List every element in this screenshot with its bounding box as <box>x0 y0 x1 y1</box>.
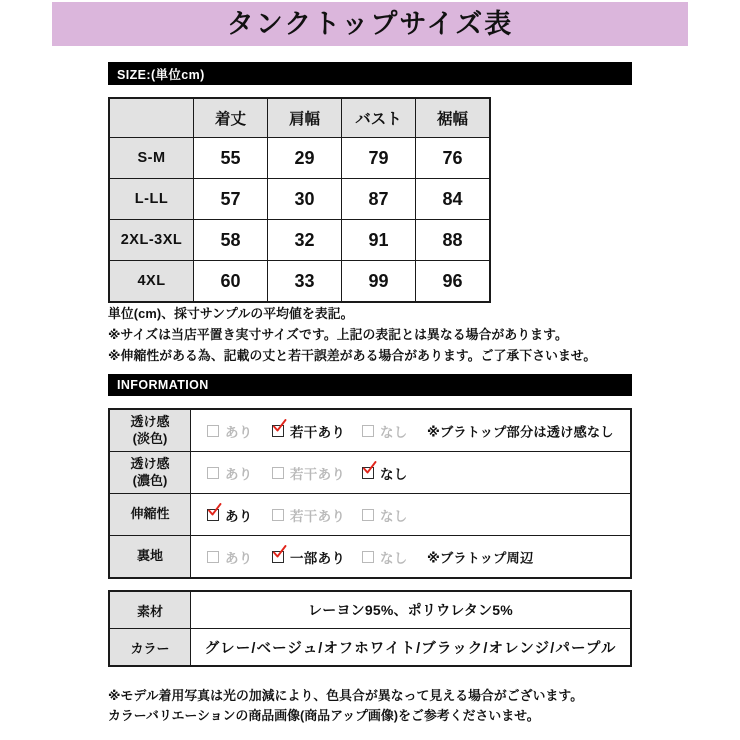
info-label-line-1: 伸縮性 <box>130 506 170 522</box>
size-cell-hem: 76 <box>416 138 491 179</box>
checkbox-icon <box>207 509 219 521</box>
size-cell-length: 60 <box>194 261 268 303</box>
size-cell-shoulder: 33 <box>268 261 342 303</box>
size-row-label: 2XL-3XL <box>109 220 194 261</box>
info-label-line-1: 透け感 <box>130 455 170 471</box>
table-row <box>109 138 490 179</box>
information-table <box>108 408 632 579</box>
table-row <box>109 494 631 536</box>
size-cell-shoulder: 29 <box>268 138 342 179</box>
info-row-note: ※ブラトップ周辺 <box>427 550 534 565</box>
checkbox-label: あり <box>225 550 253 566</box>
size-cell-bust: 91 <box>342 220 416 261</box>
checkbox-option-2[interactable] <box>272 421 345 441</box>
checkbox-icon <box>362 425 374 437</box>
size-notes <box>108 304 648 367</box>
material-value: レーヨン95%、ポリウレタン5% <box>191 591 632 629</box>
size-cell-length: 55 <box>194 138 268 179</box>
checkbox-label: 若干あり <box>290 508 346 524</box>
checkmark-icon <box>207 503 222 518</box>
checkbox-label: あり <box>225 424 253 440</box>
size-cell-bust: 87 <box>342 179 416 220</box>
info-row-label-stretch <box>109 494 191 536</box>
table-row <box>109 629 631 667</box>
size-table-col-blank <box>109 98 194 138</box>
info-row-options-lining <box>191 536 632 579</box>
checkbox-icon <box>272 425 284 437</box>
checkbox-option-1[interactable] <box>207 547 253 567</box>
size-cell-hem: 88 <box>416 220 491 261</box>
checkbox-label: あり <box>225 508 253 524</box>
checkbox-option-3[interactable] <box>362 547 408 567</box>
checkbox-option-1[interactable] <box>207 505 253 525</box>
info-label-line-1: 透け感 <box>130 413 170 429</box>
info-row-options-sheerness-dark <box>191 452 632 494</box>
checkbox-option-3[interactable] <box>362 505 408 525</box>
checkbox-label: 一部あり <box>290 550 346 566</box>
color-value: グレー/ベージュ/オフホワイト/ブラック/オレンジ/パープル <box>191 629 632 667</box>
color-label: カラー <box>109 629 191 667</box>
table-row <box>109 591 631 629</box>
footer-note-line-2: カラーバリエーションの商品画像(商品アップ画像)をご参考くださいませ。 <box>108 708 540 724</box>
checkbox-icon <box>207 467 219 479</box>
material-label: 素材 <box>109 591 191 629</box>
info-row-label-lining <box>109 536 191 579</box>
checkmark-icon <box>362 461 377 476</box>
info-label-line-1: 裏地 <box>136 548 163 564</box>
size-table <box>108 97 491 303</box>
checkbox-label: なし <box>380 550 408 566</box>
size-cell-bust: 79 <box>342 138 416 179</box>
footer-note-line-1: ※モデル着用写真は光の加減により、色具合が異なって見える場合がございます。 <box>108 688 584 703</box>
checkbox-label: なし <box>380 466 408 482</box>
table-row <box>109 536 631 579</box>
checkbox-option-2[interactable] <box>272 547 345 567</box>
info-row-label-sheerness-dark <box>109 452 191 494</box>
checkbox-icon <box>362 509 374 521</box>
checkbox-label: なし <box>380 508 408 524</box>
checkbox-label: 若干あり <box>290 424 346 440</box>
info-row-label-sheerness-light <box>109 409 191 452</box>
checkbox-option-3[interactable] <box>362 463 408 483</box>
size-table-col-length: 着丈 <box>194 98 268 138</box>
size-row-label: 4XL <box>109 261 194 303</box>
size-cell-length: 57 <box>194 179 268 220</box>
checkbox-icon <box>272 467 284 479</box>
checkbox-label: 若干あり <box>290 466 346 482</box>
table-row <box>109 452 631 494</box>
checkbox-icon <box>272 509 284 521</box>
checkbox-icon <box>272 551 284 563</box>
size-table-col-shoulder: 肩幅 <box>268 98 342 138</box>
info-label-line-2: (淡色) <box>132 430 168 446</box>
checkmark-icon <box>272 419 287 434</box>
checkbox-icon <box>207 425 219 437</box>
title-banner <box>52 2 688 46</box>
size-cell-shoulder: 32 <box>268 220 342 261</box>
checkbox-icon <box>362 467 374 479</box>
information-section-bar <box>108 374 632 396</box>
info-row-options-sheerness-light <box>191 409 632 452</box>
size-section-bar-label: SIZE:(単位cm) <box>117 67 205 82</box>
size-note-line-2: ※サイズは当店平置き実寸サイズです。上記の表記とは異なる場合があります。 <box>108 326 568 342</box>
checkbox-label: なし <box>380 424 408 440</box>
size-note-line-3: ※伸縮性がある為、記載の丈と若干誤差がある場合があります。ご了承下さいませ。 <box>108 347 597 363</box>
info-label-line-2: (濃色) <box>132 472 168 488</box>
size-cell-hem: 96 <box>416 261 491 303</box>
size-table-header-row <box>109 98 490 138</box>
checkbox-option-3[interactable] <box>362 421 408 441</box>
checkbox-option-1[interactable] <box>207 421 253 441</box>
size-note-line-1: 単位(cm)、採寸サンプルの平均値を表記。 <box>108 306 354 321</box>
size-cell-hem: 84 <box>416 179 491 220</box>
checkbox-option-2[interactable] <box>272 463 345 483</box>
page-title: タンクトップサイズ表 <box>226 9 514 39</box>
table-row <box>109 409 631 452</box>
size-section-bar <box>108 62 632 85</box>
size-cell-shoulder: 30 <box>268 179 342 220</box>
checkbox-label: あり <box>225 466 253 482</box>
info-row-note: ※ブラトップ部分は透け感なし <box>427 424 614 439</box>
table-row <box>109 220 490 261</box>
checkbox-icon <box>207 551 219 563</box>
information-section-bar-label: INFORMATION <box>117 378 209 392</box>
size-row-label: S-M <box>109 138 194 179</box>
size-row-label: L-LL <box>109 179 194 220</box>
checkbox-option-2[interactable] <box>272 505 345 525</box>
checkmark-icon <box>272 545 287 560</box>
size-table-col-hem: 裾幅 <box>416 98 491 138</box>
size-table-col-bust: バスト <box>342 98 416 138</box>
size-cell-length: 58 <box>194 220 268 261</box>
footer-notes <box>108 686 668 727</box>
table-row <box>109 261 490 303</box>
checkbox-icon <box>362 551 374 563</box>
spec-table <box>108 590 632 667</box>
info-row-options-stretch <box>191 494 632 536</box>
size-cell-bust: 99 <box>342 261 416 303</box>
table-row <box>109 179 490 220</box>
checkbox-option-1[interactable] <box>207 463 253 483</box>
